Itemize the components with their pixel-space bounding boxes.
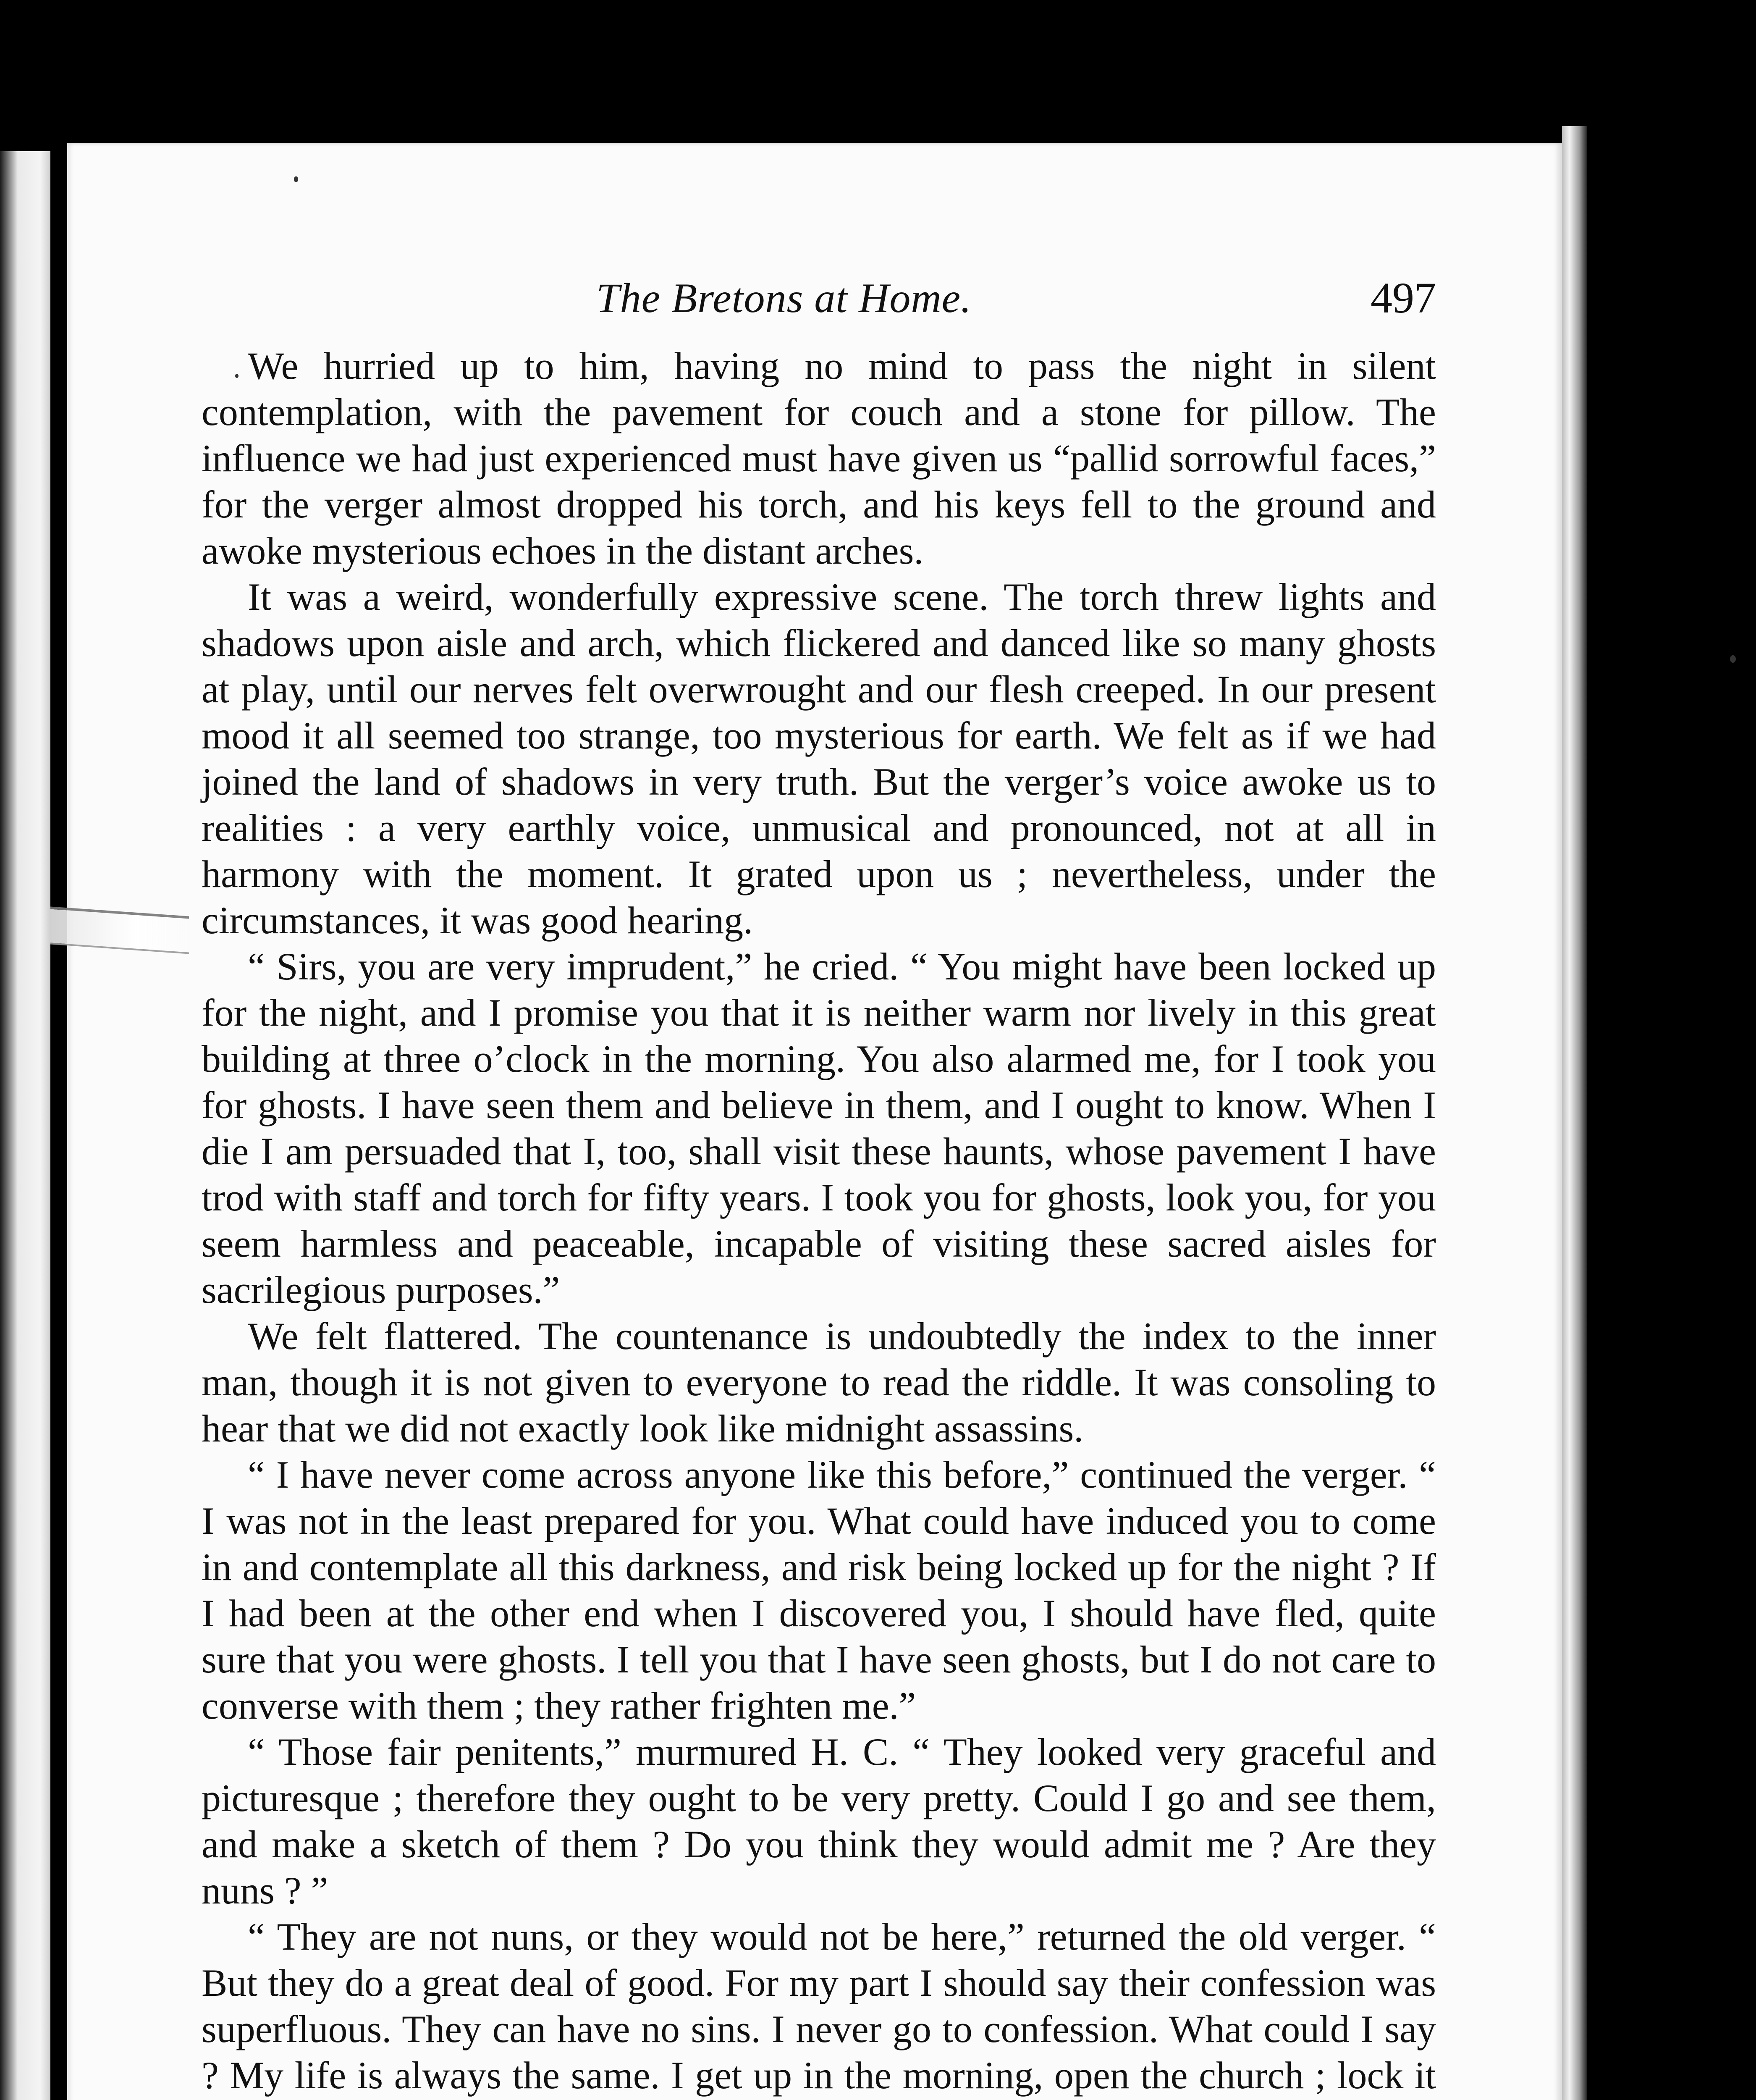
body-text	[202, 343, 1436, 2100]
scan-speck	[1730, 655, 1736, 663]
paragraph: “ They are not nuns, or they would not be here,” returned the old verger. “ But they do a great deal of good. For my part I should say their confession was superfluous. They can have no sins. I never go to confession. What could I say ? My life is always the same. I get up in the morning, open the church ; lock it	[202, 1915, 1436, 2097]
left-page-edge	[0, 151, 50, 2100]
paragraph: “ Sirs, you are very imprudent,” he cried. “ You might have been locked up for the night, and I promise you that it is neither warm nor lively in this great building at three o’clock in the morning. You also alarmed me, for I took you for ghosts. I have seen them and believe in them, and I ought to know. When I die I am persuaded that I, too, shall visit these haunts, whose pavement I have trod with staff and torch for fifty years. I took you for ghosts, look you, for you seem harmless and peaceable, incapable of visiting these sacred aisles for sacrilegious purposes.”	[202, 945, 1436, 1311]
paragraph: We hurried up to him, having no mind to pass the night in silent contemplation, with the pavement for couch and a stone for pillow. The influence we had just experienced must have given us “pallid sorrowful faces,” for the verger almost dropped his torch, and his keys fell to the ground and awoke mysterious echoes in the distant arches.	[202, 344, 1436, 572]
paragraph: “ Those fair penitents,” murmured H. C. “ They looked very graceful and picturesque ; therefore they ought to be very pretty. Could I go and see them, and make a sketch of them ? Do you think they would admit me ? Are they nuns ? ”	[202, 1730, 1436, 1912]
paragraph: It was a weird, wonderfully expressive scene. The torch threw lights and shadows upon aisle and arch, which flickered and danced like so many ghosts at play, until our nerves felt overwrought and our flesh creeped. In our present mood it all seemed too strange, too mysterious for earth. We felt as if we had joined the land of shadows in very truth. But the verger’s voice awoke us to realities : a very earthly voice, unmusical and pronounced, not at all in harmony with the moment. It grated upon us ; nevertheless, under the circumstances, it was good hearing.	[202, 575, 1436, 942]
page-text-block	[202, 269, 1436, 2100]
running-title: The Bretons at Home.	[596, 275, 972, 321]
scan-speck	[294, 176, 298, 182]
running-head	[202, 269, 1436, 328]
right-page-edge	[1562, 126, 1587, 2100]
paragraph: We felt flattered. The countenance is undoubtedly the index to the inner man, though it is not given to everyone to read the riddle. It was consoling to hear that we did not exactly look like midnight assassins.	[202, 1315, 1436, 1450]
page-number: 497	[1371, 274, 1436, 322]
paragraph: “ I have never come across anyone like this before,” continued the verger. “ I was not in the least prepared for you. What could have induced you to come in and contemplate all this darkness, and risk being locked up for the night ? If I had been at the other end when I discovered you, I should have fled, quite sure that you were ghosts. I tell you that I have seen ghosts, but I do not care to converse with them ; they rather frighten me.”	[202, 1453, 1436, 1727]
